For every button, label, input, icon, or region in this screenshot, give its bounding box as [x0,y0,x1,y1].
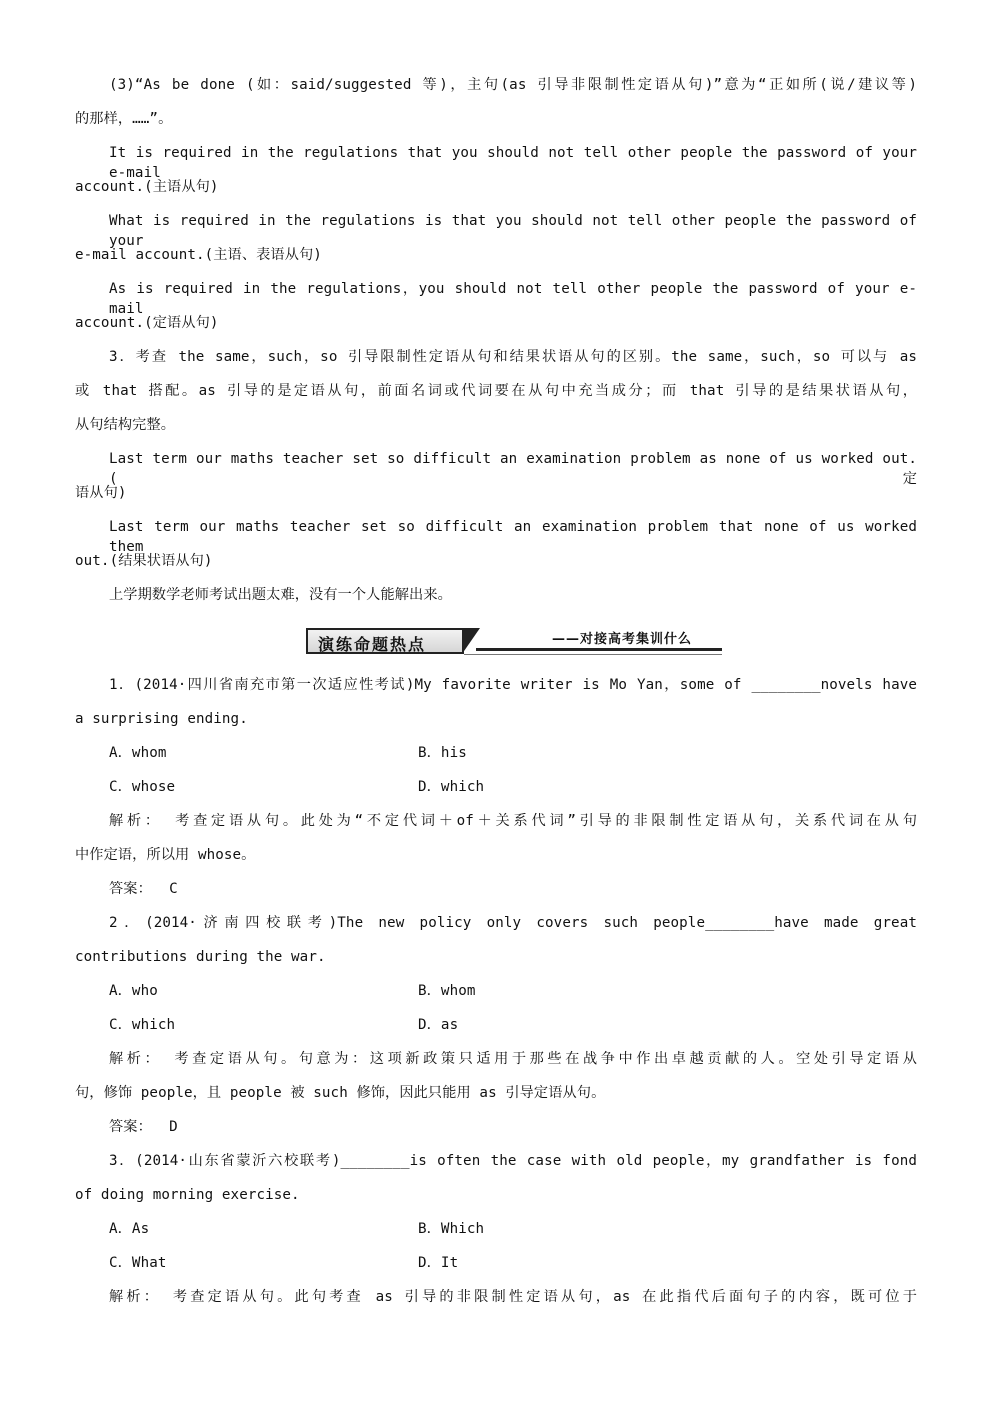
banner-subtitle: ——对接高考集训什么 [552,632,693,647]
example-sentence: It is required in the regulations that you should not tell other people the password of your e-mail [109,145,917,181]
banner-rule [476,648,722,651]
option-a: A．who [109,983,158,999]
explanation: 解析： 考查定语从句。此处为“不定代词＋of＋关系代词”引导的非限制性定语从句，关系代词在从句 [109,813,917,829]
text-line: 的那样，……”。 [75,111,173,127]
section-banner [306,624,724,660]
option-b: B．whom [418,983,476,999]
question-stem: 3．(2014·山东省蒙沂六校联考)________is often the case with old people，my grandfather is fond [109,1153,917,1169]
text-line: 3．考查 the same，such，so 引导限制性定语从句和结果状语从句的区别。the same，such，so 可以与 as [109,349,917,365]
option-c: C．which [109,1017,176,1033]
example-sentence: As is required in the regulations，you should not tell other people the password of your e-mail [109,281,917,317]
text-line: account.(主语从句) [75,179,219,195]
text-line: 或 that 搭配。as 引导的是定语从句，前面名词或代词要在从句中充当成分；而 that 引导的是结果状语从句， [75,383,917,399]
text-line: 语从句) [75,485,127,501]
example-sentence: What is required in the regulations is that you should not tell other people the password of your [109,213,917,249]
banner-title-box [306,628,464,654]
option-d: D．as [418,1017,459,1033]
option-c: C．whose [109,779,176,795]
text-line: out.(结果状语从句) [75,553,213,569]
question-stem: 2．(2014·济南四校联考)The new policy only covers such people________have made great [109,915,917,931]
banner-rule [464,654,722,655]
option-b: B．his [418,745,467,761]
option-d: D．which [418,779,485,795]
text-line: e-mail account.(主语、表语从句) [75,247,322,263]
text-line: (3)“As be done (如：said/suggested 等)，主句(as 引导非限制性定语从句)”意为“正如所(说/建议等) [109,77,917,93]
question-stem: contributions during the war. [75,949,326,965]
option-a: A．As [109,1221,150,1237]
text-line: 从句结构完整。 [75,417,176,433]
question-stem: a surprising ending. [75,711,248,727]
banner-title: 演练命题热点 [318,635,427,654]
question-stem: of doing morning exercise. [75,1187,300,1203]
option-c: C．What [109,1255,167,1271]
example-sentence: Last term our maths teacher set so difficult an examination problem that none of us worked them [109,519,917,555]
translation-line: 上学期数学老师考试出题太难，没有一个人能解出来。 [109,587,452,603]
explanation: 解析： 考查定语从句。句意为：这项新政策只适用于那些在战争中作出卓越贡献的人。空处引导定语从 [109,1051,917,1067]
explanation: 解析： 考查定语从句。此句考查 as 引导的非限制性定语从句，as 在此指代后面句子的内容，既可位于 [109,1289,917,1305]
explanation: 中作定语，所以用 whose。 [75,847,256,863]
text-line: account.(定语从句) [75,315,219,331]
option-d: D．It [418,1255,459,1271]
example-sentence: Last term our maths teacher set so difficult an examination problem as none of us worked out.(定 [109,451,917,487]
answer: 答案： C [109,881,178,897]
answer: 答案： D [109,1119,178,1135]
option-a: A．whom [109,745,167,761]
option-b: B．Which [418,1221,485,1237]
question-stem: 1．(2014·四川省南充市第一次适应性考试)My favorite writer is Mo Yan，some of ________novels have [109,677,917,693]
explanation: 句，修饰 people，且 people 被 such 修饰，因此只能用 as 引导定语从句。 [75,1085,606,1101]
